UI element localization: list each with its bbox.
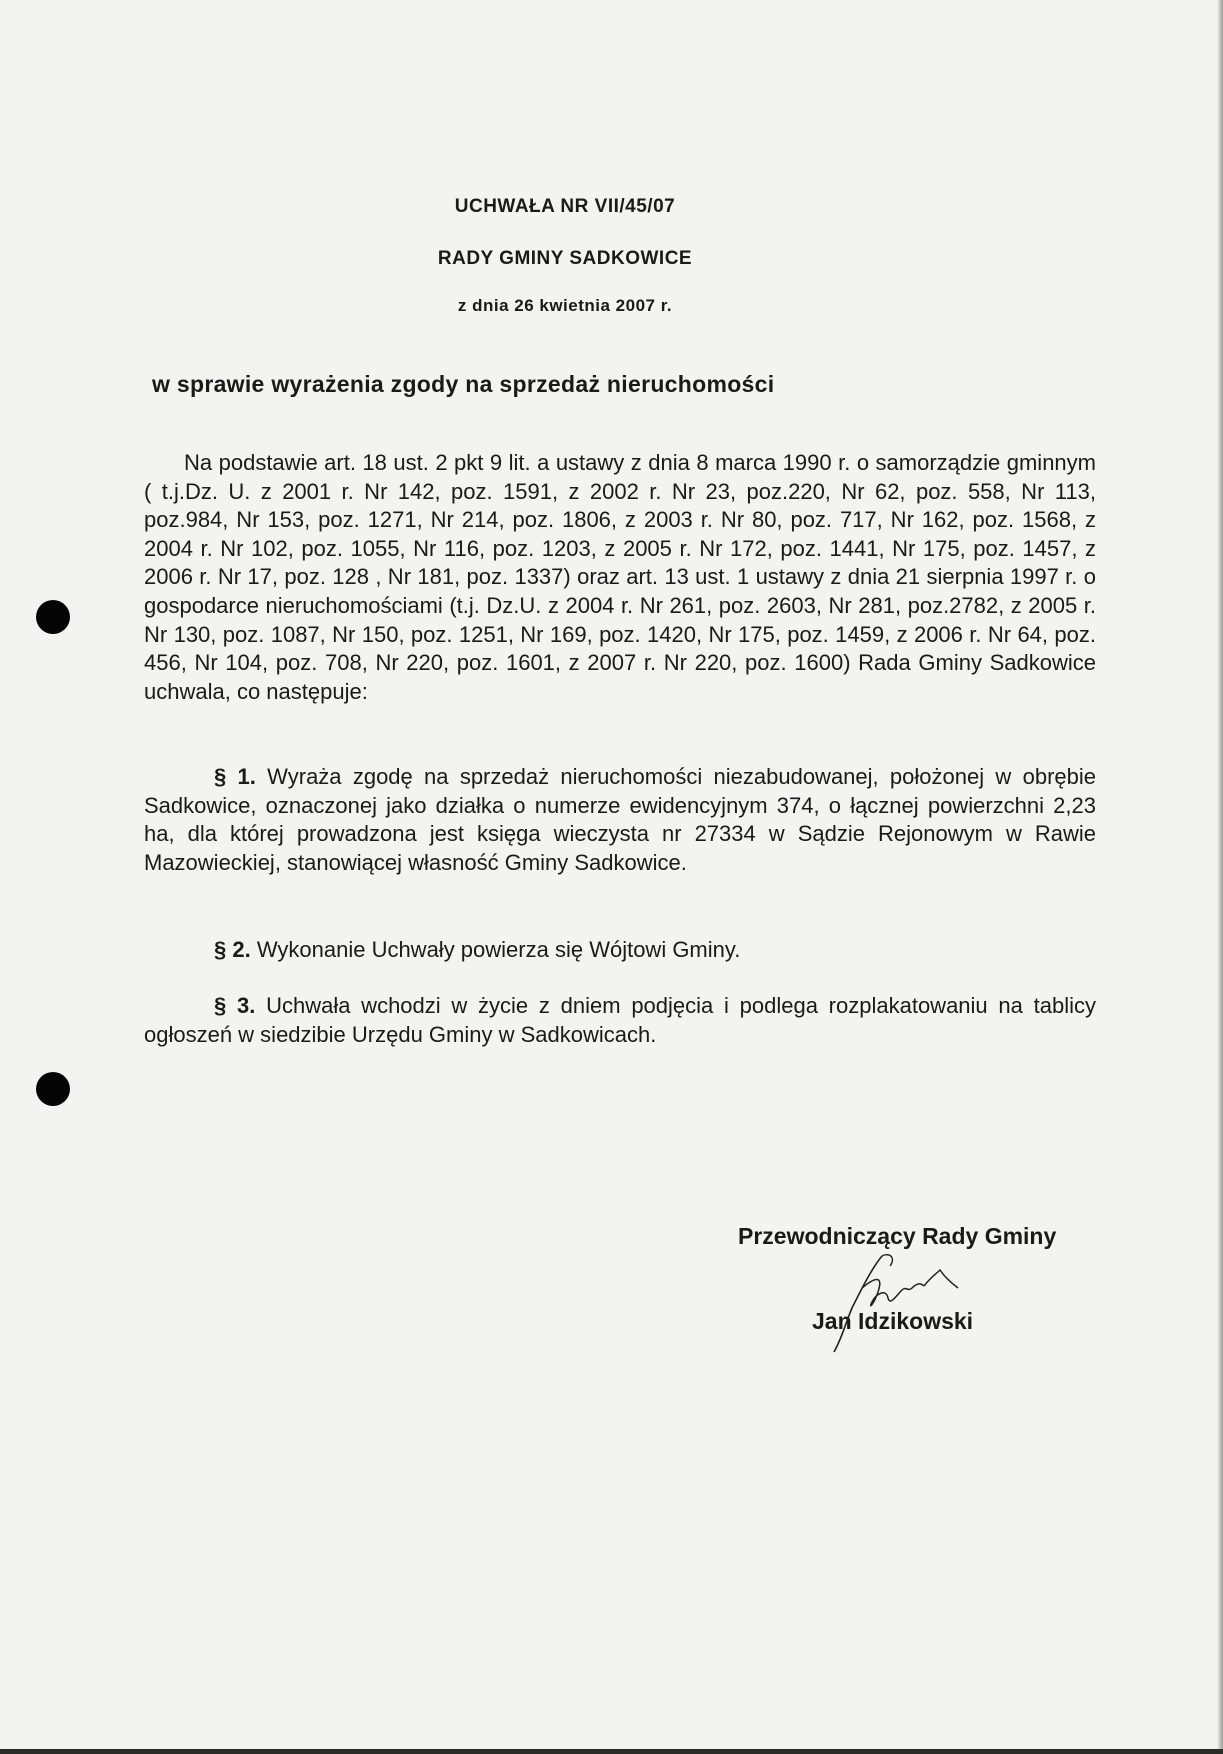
- punch-hole: [36, 600, 70, 634]
- scan-edge: [0, 1749, 1223, 1754]
- paragraph-3-text: Uchwała wchodzi w życie z dniem podjęcia i podlega rozplakatowaniu na tablicy ogłoszeń w siedzibie Urzędu Gminy w Sadkowicach.: [144, 993, 1096, 1047]
- signatory-name: Jan Idzikowski: [812, 1308, 974, 1334]
- paragraph-2-mark: § 2.: [214, 937, 251, 962]
- paragraph-1-mark: § 1.: [214, 764, 256, 789]
- preamble: Na podstawie art. 18 ust. 2 pkt 9 lit. a ustawy z dnia 8 marca 1990 r. o samorządzie gminnym ( t.j.Dz. U. z 2001 r. Nr 142, poz. 1591, z 2002 r. Nr 23, poz.220, Nr 62, poz. 558, Nr 113, poz.984, Nr 153, poz. 1271, Nr 214, poz. 1806, z 2003 r. Nr 80, poz. 717, Nr 162, poz. 1568, z 2004 r. Nr 102, poz. 1055, Nr 116, poz. 1203, z 2005 r. Nr 172, poz. 1441, Nr 175, poz. 1457, z 2006 r. Nr 17, poz. 128 , Nr 181, poz. 1337) oraz art. 13 ust. 1 ustawy z dnia 21 sierpnia 1997 r. o gospodarce nieruchomościami (t.j. Dz.U. z 2004 r. Nr 261, poz. 2603, Nr 281, poz.2782, z 2005 r. Nr 130, poz. 1087, Nr 150, poz. 1251, Nr 169, poz. 1420, Nr 175, poz. 1459, z 2006 r. Nr 64, poz. 456, Nr 104, poz. 708, Nr 220, poz. 1601, z 2007 r. Nr 220, poz. 1600) Rada Gminy Sadkowice uchwala, co następuje:: [144, 450, 1096, 704]
- paragraph-2-text: Wykonanie Uchwały powierza się Wójtowi Gminy.: [250, 937, 741, 962]
- punch-hole: [36, 1072, 70, 1106]
- resolution-subject: w sprawie wyrażenia zgody na sprzedaż nieruchomości: [152, 371, 775, 397]
- paragraph-3-mark: § 3.: [214, 993, 256, 1018]
- resolution-number: UCHWAŁA NR VII/45/07: [454, 196, 676, 217]
- paragraph-2: [144, 936, 1096, 965]
- signatory-title: Przewodniczący Rady Gminy: [738, 1223, 1057, 1249]
- council-name: RADY GMINY SADKOWICE: [437, 248, 693, 269]
- resolution-date: z dnia 26 kwietnia 2007 r.: [457, 296, 673, 315]
- scan-edge: [1217, 0, 1223, 1754]
- paragraph-3: [144, 992, 1096, 1049]
- handwritten-signature: [812, 1248, 972, 1358]
- paragraph-1-text: Wyraża zgodę na sprzedaż nieruchomości niezabudowanej, położonej w obrębie Sadkowice, oznaczonej jako działka o numerze ewidencyjnym 374, o łącznej powierzchni 2,23 ha, dla której prowadzona jest księga wieczysta nr 27334 w Sądzie Rejonowym w Rawie Mazowieckiej, stanowiącej własność Gminy Sadkowice.: [144, 764, 1096, 875]
- paragraph-1: [144, 763, 1096, 877]
